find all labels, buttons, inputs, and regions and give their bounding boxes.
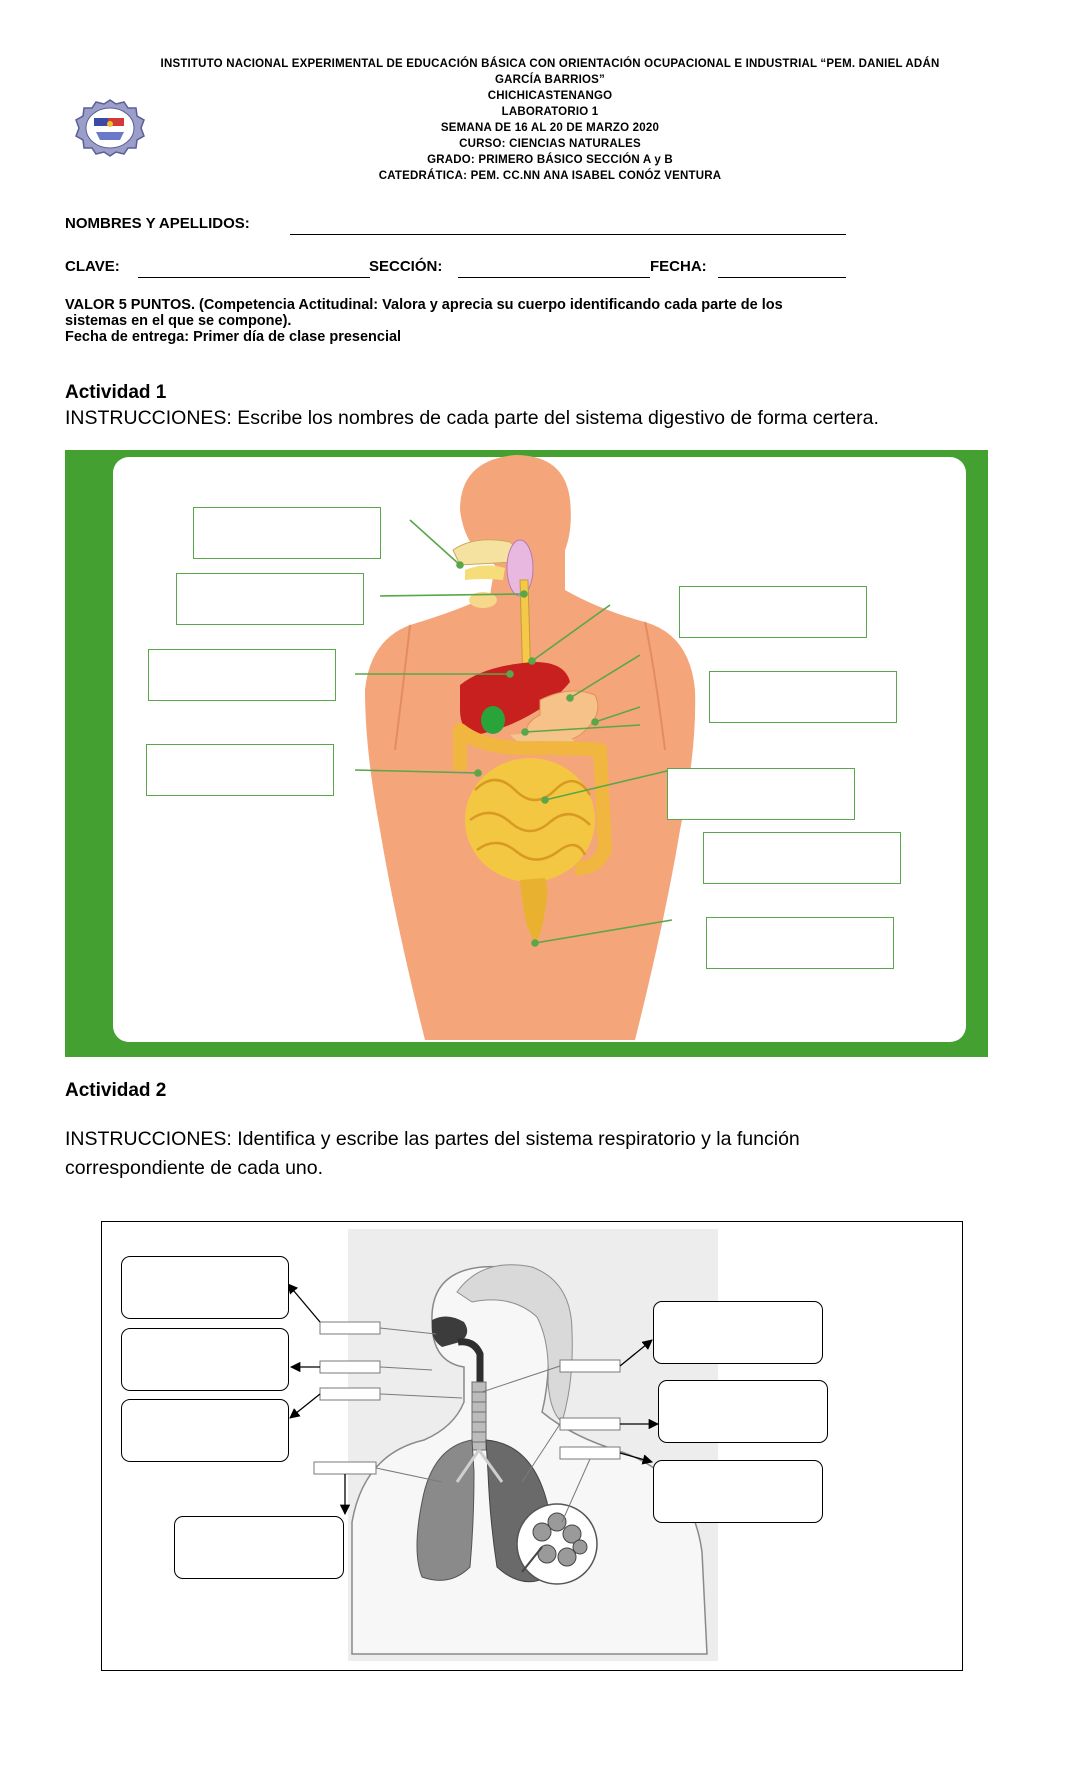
activity-2-instructions-line-2: correspondiente de cada uno. <box>65 1157 324 1179</box>
institution-header <box>60 56 1040 184</box>
digestive-label-box-2[interactable] <box>176 573 364 625</box>
teacher-line: CATEDRÁTICA: PEM. CC.NN ANA ISABEL CONÓZ VENTURA <box>378 170 722 182</box>
gallbladder <box>481 706 505 734</box>
course-line: CURSO: CIENCIAS NATURALES <box>459 138 641 150</box>
value-block <box>65 297 985 345</box>
respiratory-answer-box-2[interactable] <box>121 1328 289 1391</box>
key-label: CLAVE: <box>65 258 120 275</box>
names-field[interactable] <box>290 234 846 235</box>
names-label: NOMBRES Y APELLIDOS: <box>65 215 250 232</box>
value-line-1: VALOR 5 PUNTOS. (Competencia Actitudinal: Valora y aprecia su cuerpo identificando cada parte de los <box>65 297 783 313</box>
digestive-label-box-8[interactable] <box>703 832 901 884</box>
digestive-label-box-5[interactable] <box>679 586 867 638</box>
small-intestine <box>465 758 595 882</box>
tongue <box>465 565 505 580</box>
lab-line: LABORATORIO 1 <box>501 106 599 118</box>
nasal-cavity <box>453 540 516 565</box>
activity-2-instructions-line-1: INSTRUCCIONES: Identifica y escribe las partes del sistema respiratorio y la función <box>65 1128 800 1150</box>
digestive-label-box-1[interactable] <box>193 507 381 559</box>
activity-2-title: Actividad 2 <box>65 1080 167 1101</box>
digestive-label-box-6[interactable] <box>709 671 897 723</box>
respiratory-diagram-frame <box>101 1221 963 1671</box>
key-field[interactable] <box>138 277 370 278</box>
section-label: SECCIÓN: <box>369 258 443 275</box>
date-label: FECHA: <box>650 258 707 275</box>
respiratory-answer-box-6[interactable] <box>658 1380 828 1443</box>
value-line-3: Fecha de entrega: Primer día de clase presencial <box>65 329 402 345</box>
activity-1-title: Actividad 1 <box>65 382 167 403</box>
section-field[interactable] <box>458 277 650 278</box>
digestive-label-box-9[interactable] <box>706 917 894 969</box>
date-field[interactable] <box>718 277 846 278</box>
city-line: CHICHICASTENANGO <box>487 90 613 102</box>
digestive-label-box-3[interactable] <box>148 649 336 701</box>
activity-2-instructions <box>65 1125 800 1183</box>
respiratory-answer-box-3[interactable] <box>121 1399 289 1462</box>
grade-line: GRADO: PRIMERO BÁSICO SECCIÓN A y B <box>427 154 673 166</box>
respiratory-answer-box-7[interactable] <box>653 1460 823 1523</box>
respiratory-answer-box-4[interactable] <box>174 1516 344 1579</box>
digestive-diagram-panel <box>65 450 988 1057</box>
value-line-2: sistemas en el que se compone). <box>65 313 292 329</box>
institution-line-2: GARCÍA BARRIOS” <box>495 74 605 86</box>
activity-1-instructions: INSTRUCCIONES: Escribe los nombres de cada parte del sistema digestivo de forma certera. <box>65 407 879 429</box>
respiratory-answer-box-1[interactable] <box>121 1256 289 1319</box>
digestive-label-box-4[interactable] <box>146 744 334 796</box>
respiratory-answer-box-5[interactable] <box>653 1301 823 1364</box>
digestive-label-box-7[interactable] <box>667 768 855 820</box>
school-logo-icon <box>74 98 146 158</box>
institution-line-1: INSTITUTO NACIONAL EXPERIMENTAL DE EDUCACIÓN BÁSICA CON ORIENTACIÓN OCUPACIONAL E INDUSTRIAL “PEM. DANIEL ADÁN <box>160 58 940 70</box>
week-line: SEMANA DE 16 AL 20 DE MARZO 2020 <box>440 122 660 134</box>
